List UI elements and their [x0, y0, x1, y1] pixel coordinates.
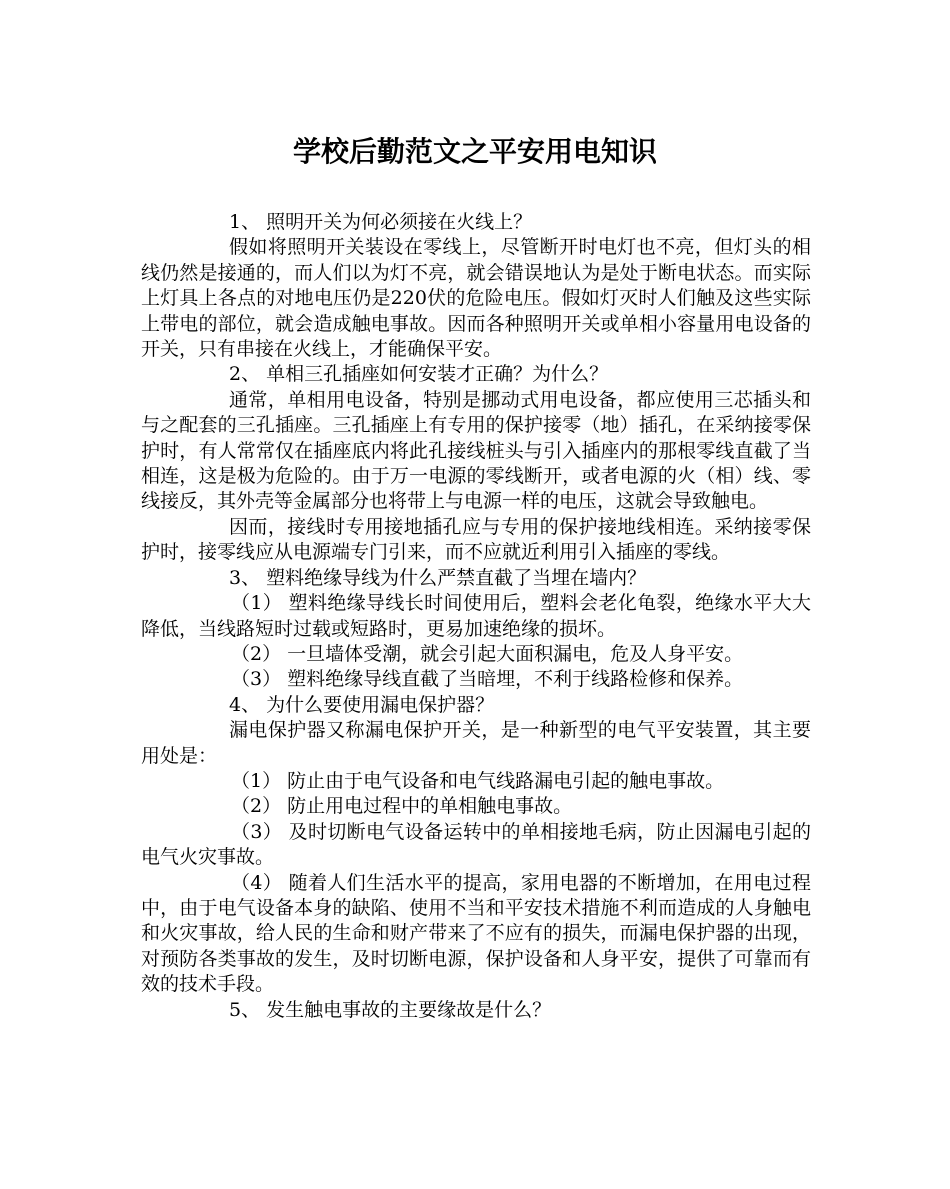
document-body — [141, 210, 811, 1023]
document-title: 学校后勤范文之平安用电知识 — [292, 135, 657, 168]
heading-5: 5、 发生触电事故的主要缘故是什么？ — [229, 998, 552, 1021]
paragraph: 假如将照明开关装设在零线上，尽管断开时电灯也不亮，但灯头的相线仍然是接通的，而人们以为灯不亮，就会错误地认为是处于断电状态。而实际上灯具上各点的对地电压仍是220伏的危险电压。假如灯灭时人们触及这些实际上带电的部位，就会造成触电事故。因而各种照明开关或单相小容量用电设备的开关，只有串接在火线上，才能确保平安。 — [141, 236, 811, 361]
heading-2: 2、 单相三孔插座如何安装才正确？为什么？ — [229, 363, 609, 386]
paragraph: 漏电保护器又称漏电保护开关，是一种新型的电气平安装置，其主要用处是： — [141, 719, 811, 767]
list-item: （3） 及时切断电气设备运转中的单相接地毛病，防止因漏电引起的电气火灾事故。 — [141, 820, 811, 869]
paragraph: 通常，单相用电设备，特别是挪动式用电设备，都应使用三芯插头和与之配套的三孔插座。三孔插座上有专用的保护接零（地）插孔，在采纳接零保护时，有人常常仅在插座底内将此孔接线桩头与引入插座内的那根零线直截了当相连，这是极为危险的。由于万一电源的零线断开，或者电源的火（相）线、零线接反，其外壳等金属部分也将带上与电源一样的电压，这就会导致触电。 — [141, 388, 811, 513]
heading-3: 3、 塑料绝缘导线为什么严禁直截了当埋在墙内？ — [229, 566, 647, 589]
paragraph: 因而，接线时专用接地插孔应与专用的保护接地线相连。采纳接零保护时，接零线应从电源端专门引来，而不应就近利用引入插座的零线。 — [141, 515, 811, 564]
list-item: （4） 随着人们生活水平的提高，家用电器的不断增加，在用电过程中，由于电气设备本身的缺陷、使用不当和平安技术措施不利而造成的人身触电和火灾事故，给人民的生命和财产带来了不应有的损失，而漏电保护器的出现，对预防各类事故的发生，及时切断电源，保护设备和人身平安，提供了可靠而有效的技术手段。 — [141, 871, 811, 996]
list-item: （3） 塑料绝缘导线直截了当暗埋，不利于线路检修和保养。 — [231, 668, 744, 691]
list-item: （2） 防止用电过程中的单相触电事故。 — [231, 795, 573, 818]
list-item: （1） 塑料绝缘导线长时间使用后，塑料会老化龟裂，绝缘水平大大降低，当线路短时过载或短路时，更易加速绝缘的损坏。 — [141, 592, 811, 640]
list-item: （2） 一旦墙体受潮，就会引起大面积漏电，危及人身平安。 — [231, 642, 744, 665]
heading-1: 1、 照明开关为何必须接在火线上？ — [229, 211, 533, 233]
heading-4: 4、 为什么要使用漏电保护器？ — [229, 693, 495, 716]
list-item: （1） 防止由于电气设备和电气线路漏电引起的触电事故。 — [231, 769, 725, 792]
